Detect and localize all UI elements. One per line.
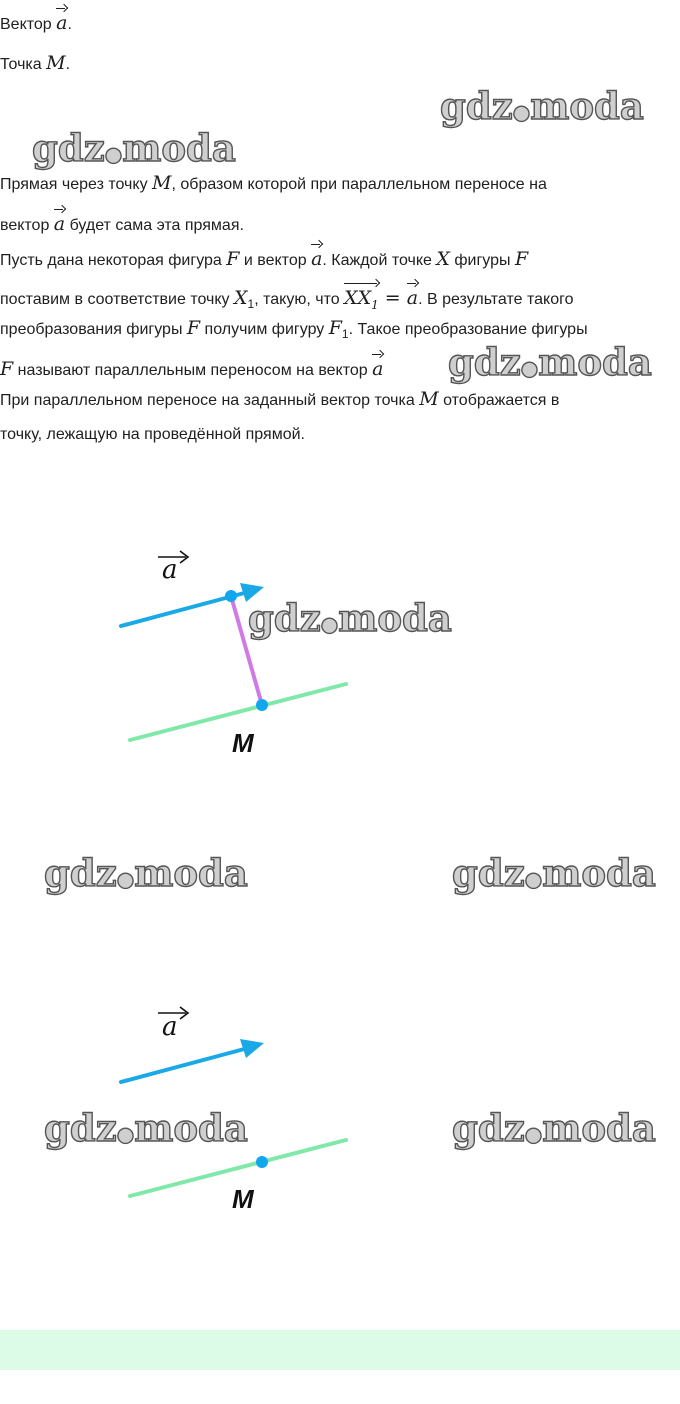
vector-a-arrow [121, 583, 264, 626]
point-m-dot [256, 699, 268, 711]
text-line-8: F называют параллельным переносом на вектор a [0, 352, 383, 382]
text-line-5: Пусть дана некоторая фигура F и вектор a. Каждой точке X фигуры F [0, 242, 528, 272]
point-m-dot [256, 1156, 268, 1168]
text-line-4: вектор a будет сама эта прямая. [0, 207, 244, 237]
point-m-label: M [232, 1184, 254, 1214]
watermark-logo: gdz●moda [452, 851, 656, 895]
translation-segment [231, 596, 262, 705]
vector-a-label [158, 551, 188, 585]
math-vector-a: a [56, 6, 67, 34]
svg-text:a: a [162, 555, 178, 585]
watermark-logo: gdz●moda [44, 1106, 248, 1150]
vector-a-label [158, 1007, 188, 1042]
text-line-point: Точка M. [0, 52, 71, 74]
text-line-6: поставим в соответствие точку $X_1$, такую, что $XX_1 = a$. В результате такого [0, 281, 573, 316]
image-point-dot [225, 590, 237, 602]
math-vector-xx1: $XX_1$ [344, 281, 379, 316]
text-line-3: Прямая через точку M, образом которой при параллельном переносе на [0, 172, 547, 194]
text-line-9: При параллельном переносе на заданный вектор точка M отображается в [0, 388, 560, 410]
footer-band [0, 1330, 680, 1370]
watermark-logo: gdz●moda [440, 84, 644, 128]
watermark-logo: gdz●moda [44, 851, 248, 895]
watermark-logo: gdz●moda [448, 340, 652, 384]
watermark-logo: gdz●moda [32, 126, 236, 170]
figure-vector-and-line [0, 1000, 680, 1230]
point-m-label: M [232, 728, 254, 758]
text-line-7: преобразования фигуры F получим фигуру $F_1$. Такое преобразование фигуры [0, 317, 588, 342]
watermark-logo: gdz●moda [452, 1106, 656, 1150]
text-line-10: точку, лежащую на проведённой прямой. [0, 426, 305, 443]
math-point-m: M [46, 52, 66, 74]
figure-translation-construction [0, 540, 680, 770]
vector-a-arrow [121, 1039, 264, 1082]
watermark-logo: gdz●moda [248, 596, 452, 640]
text-line-vector: Вектор a. [0, 6, 72, 36]
svg-text:a: a [162, 1012, 178, 1042]
